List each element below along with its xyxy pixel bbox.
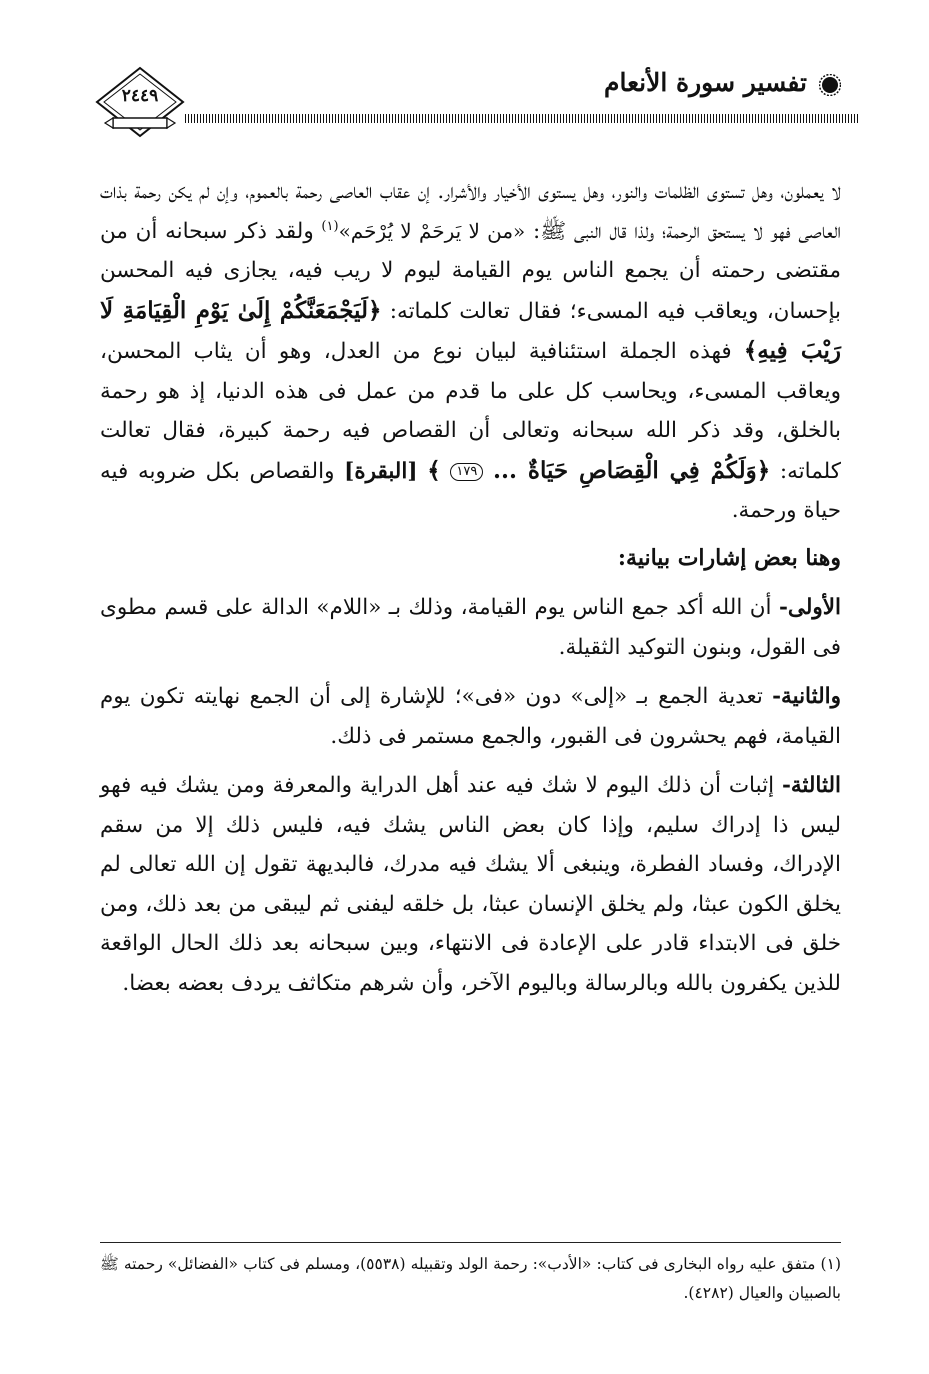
page-header <box>95 58 859 138</box>
point-second <box>100 677 841 756</box>
page-number: ٢٤٤٩ <box>121 86 159 106</box>
hadith-quote: «من لا يَرحَمْ لا يُرْحَم» <box>338 218 526 243</box>
body-text <box>100 172 841 1003</box>
text-run: فهذه الجملة استئنافية لبيان نوع من العدل، وهو أن يثاب المحسن، ويعاقب المسىء، ويحاسب كل على ما قدم من عمل فى هذه الدنيا، إذ هو رحمة بالخلق، وقد ذكر الله سبحانه وتعالى أن القصاص فيه رحمة كبيرة، فقال تعالت كلماته: <box>100 339 841 484</box>
text-run: لا يعملون، وهل تستوى الظلمات والنور، وهل يستوى الأخيار والأشرار. إن عقاب العاصى رحمة بالعموم، وإن لم يكن رحمة بذات العاصى فهو لا يستحق الرحمة؛ ولذا قال النبى ﷺ: <box>100 179 841 244</box>
footnote-divider <box>100 1242 841 1243</box>
running-title: تفسير سورة الأنعام <box>603 68 807 97</box>
point-text: تعدية الجمع بـ «إلى» دون «فى»؛ للإشارة إلى أن الجمع نهايته تكون يوم القيامة، فهم يحشرون فى القبور، والجمع مستمر فى ذلك. <box>100 684 841 749</box>
point-label: والثانية- <box>772 684 841 709</box>
point-first <box>100 588 841 667</box>
point-text: إثبات أن ذلك اليوم لا شك فيه عند أهل الدراية والمعرفة ومن يشك فيه فهو ليس ذا إدراك سليم، وإذا كان بعض الناس يشك فيه، فليس ذلك إلا من سقم الإدراك، وفساد الفطرة، وينبغى ألا يشك فيه مدرك، فالبديهة تقول إن الله تعالى لم يخلق الكون عبثا، ولم يخلق الإنسان عبثا، بل خلقه ليفنى ثم ليبقى من بعد ذلك، ومن خلق فى الابتداء قادر على الإعادة فى الانتهاء، وبين سبحانه بعد ذلك الحال الواقعة للذين يكفرون بالله وبالرسالة وباليوم الآخر، وأن شرهم متكاثف يردف بعضه بعضا. <box>100 773 841 996</box>
point-text: أن الله أكد جمع الناس يوم القيامة، وذلك بـ «اللام» الدالة على قسم مطوى فى القول، وبنون التوكيد الثقيلة. <box>100 595 841 660</box>
footnote: (١) متفق عليه رواه البخارى فى كتاب: «الأدب»: رحمة الولد وتقبيله (٥٥٣٨)، ومسلم فى كتاب «الفضائل» رحمته ﷺ بالصبيان والعيال (٤٢٨٢). <box>100 1255 841 1302</box>
sura-reference: [البقرة] <box>344 458 418 484</box>
text-run: ولقد ذكر سبحانه أن من مقتضى رحمته أن يجمع الناس يوم القيامة ليوم لا ريب فيه، يجازى فيه المحسن بإحسان، ويعاقب فيه المسىء؛ فقال تعالت كلماته: <box>100 218 842 324</box>
point-third <box>100 766 841 1003</box>
header-rule <box>185 114 859 123</box>
quran-verse: ﴿وَلَكُمْ فِي الْقِصَاصِ حَيَاةٌ ... <box>493 456 771 484</box>
point-label: الثالثة- <box>781 773 841 798</box>
ayah-number: ١٧٩ <box>450 463 483 481</box>
section-heading: وهنا بعض إشارات بيانية: <box>617 544 841 571</box>
ornament-icon <box>819 74 841 96</box>
paragraph-intro <box>100 172 841 531</box>
point-label: الأولى- <box>778 595 841 620</box>
quran-bracket: ﴾ <box>427 456 441 484</box>
text-run: والقصاص بكل ضروبه فيه حياة ورحمة. <box>100 458 841 523</box>
quran-verse: ﴿لَيَجْمَعَنَّكُمْ إِلَىٰ يَوْمِ الْقِيَامَةِ لَا رَيْبَ فِيهِ﴾ <box>100 296 841 364</box>
footnote-reference[interactable]: (١) <box>321 218 339 234</box>
